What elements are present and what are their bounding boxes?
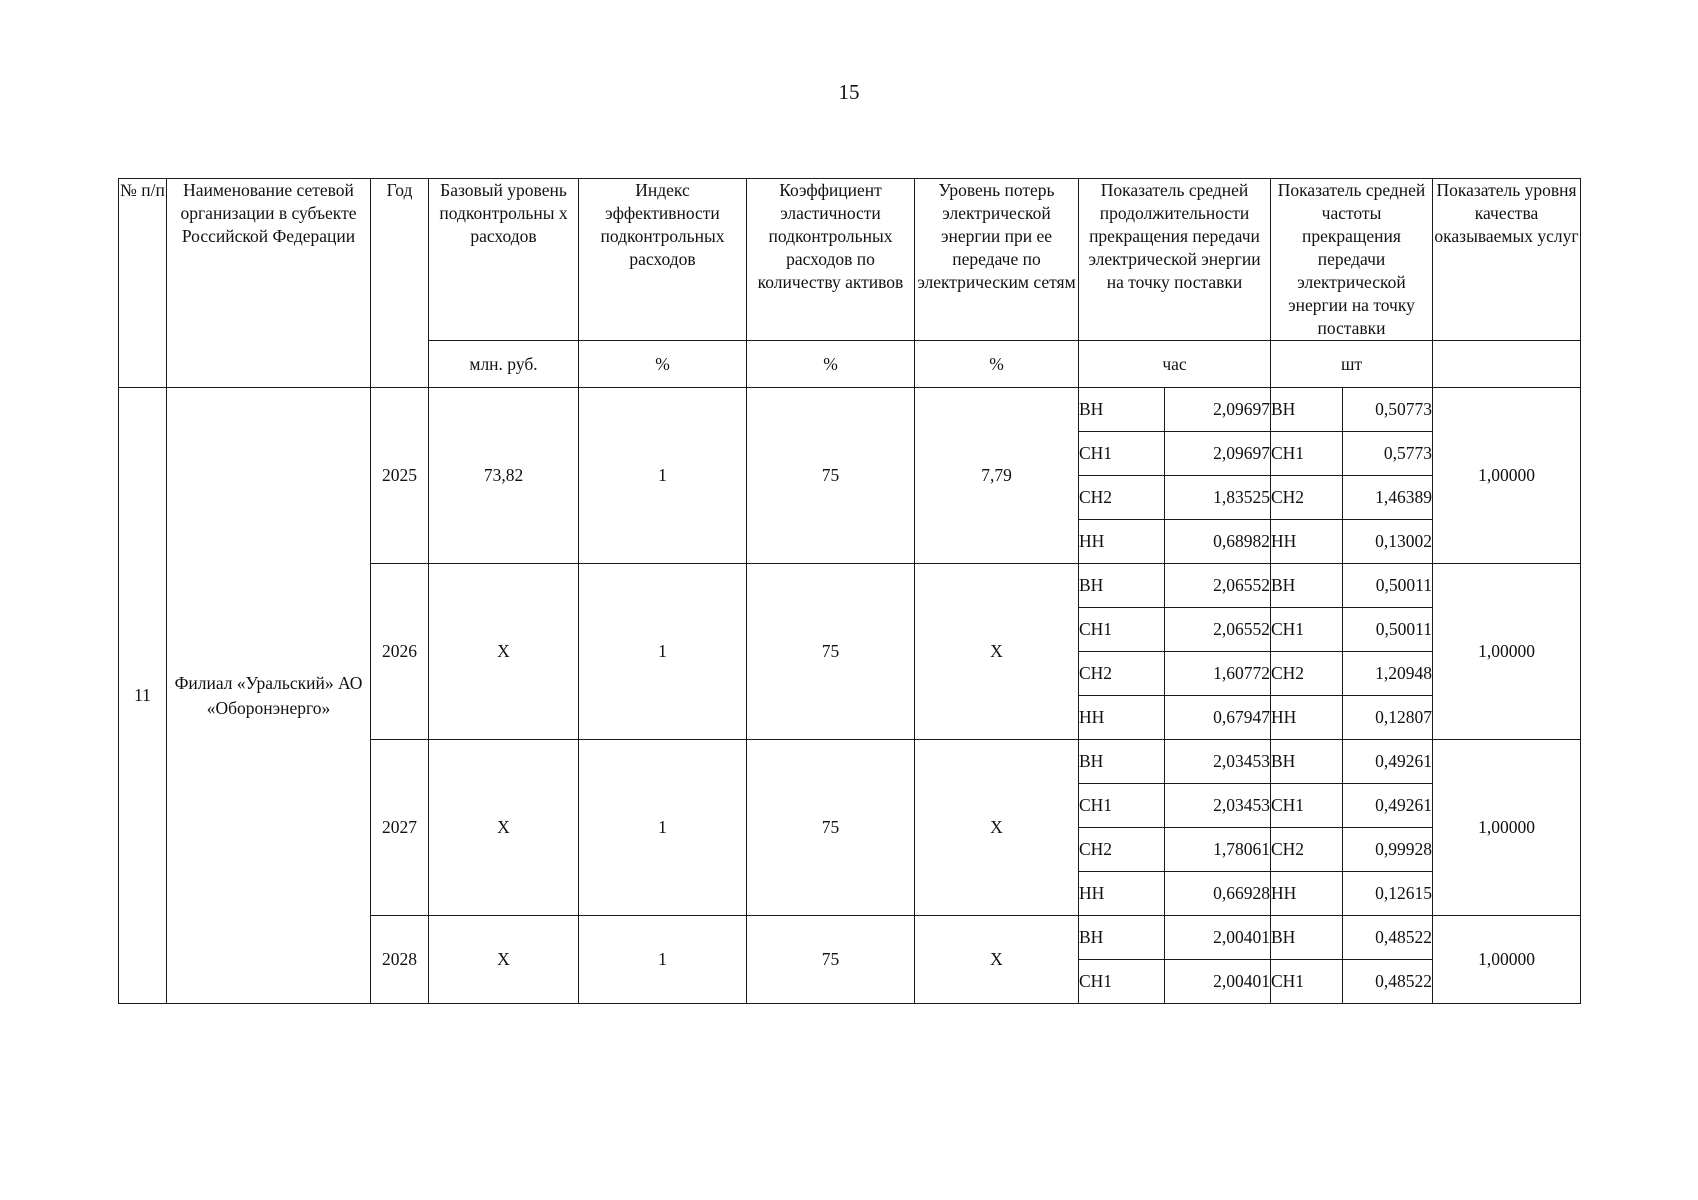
duration-voltage-code: ВН bbox=[1079, 740, 1165, 784]
frequency-value: 1,20948 bbox=[1343, 652, 1433, 696]
base-cost-cell: Х bbox=[429, 740, 579, 916]
frequency-value: 0,49261 bbox=[1343, 784, 1433, 828]
duration-voltage-code: СН1 bbox=[1079, 608, 1165, 652]
duration-value: 0,67947 bbox=[1165, 696, 1271, 740]
duration-value: 2,06552 bbox=[1165, 564, 1271, 608]
page-number: 15 bbox=[838, 80, 860, 104]
header-row bbox=[119, 179, 1581, 341]
frequency-voltage-code: СН1 bbox=[1271, 608, 1343, 652]
unit-base: млн. руб. bbox=[429, 341, 579, 388]
frequency-voltage-code: ВН bbox=[1271, 740, 1343, 784]
duration-value: 1,60772 bbox=[1165, 652, 1271, 696]
header-duration: Показатель средней продолжительности прекращения передачи электрической энергии на точку поставки bbox=[1079, 179, 1271, 341]
duration-voltage-code: СН2 bbox=[1079, 652, 1165, 696]
frequency-value: 0,12615 bbox=[1343, 872, 1433, 916]
loss-level-cell: 7,79 bbox=[915, 388, 1079, 564]
frequency-value: 0,49261 bbox=[1343, 740, 1433, 784]
efficiency-index-cell: 1 bbox=[579, 916, 747, 1004]
frequency-voltage-code: ВН bbox=[1271, 564, 1343, 608]
duration-voltage-code: ВН bbox=[1079, 388, 1165, 432]
frequency-voltage-code: СН2 bbox=[1271, 828, 1343, 872]
frequency-value: 0,50011 bbox=[1343, 608, 1433, 652]
duration-value: 2,03453 bbox=[1165, 740, 1271, 784]
frequency-value: 0,48522 bbox=[1343, 960, 1433, 1004]
duration-value: 0,68982 bbox=[1165, 520, 1271, 564]
row-number: 11 bbox=[119, 388, 167, 1004]
frequency-voltage-code: НН bbox=[1271, 520, 1343, 564]
efficiency-index-cell: 1 bbox=[579, 564, 747, 740]
duration-voltage-code: СН1 bbox=[1079, 784, 1165, 828]
frequency-voltage-code: ВН bbox=[1271, 388, 1343, 432]
unit-loss: % bbox=[915, 341, 1079, 388]
duration-voltage-code: СН2 bbox=[1079, 476, 1165, 520]
header-frequency: Показатель средней частоты прекращения передачи электрической энергии на точку поставки bbox=[1271, 179, 1433, 341]
frequency-value: 0,48522 bbox=[1343, 916, 1433, 960]
duration-voltage-code: НН bbox=[1079, 696, 1165, 740]
frequency-value: 0,12807 bbox=[1343, 696, 1433, 740]
frequency-value: 0,5773 bbox=[1343, 432, 1433, 476]
duration-value: 2,03453 bbox=[1165, 784, 1271, 828]
header-year: Год bbox=[371, 179, 429, 388]
quality-cell: 1,00000 bbox=[1433, 388, 1581, 564]
base-cost-cell: 73,82 bbox=[429, 388, 579, 564]
organization-name: Филиал «Уральский» АО «Оборонэнерго» bbox=[167, 388, 371, 1004]
frequency-voltage-code: СН1 bbox=[1271, 432, 1343, 476]
header-coef: Коэффициент эластичности подконтрольных расходов по количеству активов bbox=[747, 179, 915, 341]
frequency-voltage-code: СН1 bbox=[1271, 784, 1343, 828]
duration-value: 0,66928 bbox=[1165, 872, 1271, 916]
frequency-voltage-code: СН1 bbox=[1271, 960, 1343, 1004]
header-loss: Уровень потерь электрической энергии при ее передаче по электрическим сетям bbox=[915, 179, 1079, 341]
duration-value: 2,00401 bbox=[1165, 960, 1271, 1004]
unit-quality bbox=[1433, 341, 1581, 388]
frequency-voltage-code: СН2 bbox=[1271, 652, 1343, 696]
loss-level-cell: Х bbox=[915, 916, 1079, 1004]
elasticity-coef-cell: 75 bbox=[747, 740, 915, 916]
loss-level-cell: Х bbox=[915, 564, 1079, 740]
loss-level-cell: Х bbox=[915, 740, 1079, 916]
year-cell: 2027 bbox=[371, 740, 429, 916]
duration-value: 2,09697 bbox=[1165, 388, 1271, 432]
tariff-parameters-table bbox=[118, 178, 1581, 1004]
duration-voltage-code: НН bbox=[1079, 520, 1165, 564]
frequency-voltage-code: НН bbox=[1271, 872, 1343, 916]
duration-voltage-code: НН bbox=[1079, 872, 1165, 916]
frequency-value: 0,50773 bbox=[1343, 388, 1433, 432]
header-num: № п/п bbox=[119, 179, 167, 388]
unit-duration: час bbox=[1079, 341, 1271, 388]
year-cell: 2028 bbox=[371, 916, 429, 1004]
header-org: Наименование сетевой организации в субъекте Российской Федерации bbox=[167, 179, 371, 388]
duration-voltage-code: СН1 bbox=[1079, 432, 1165, 476]
header-quality: Показатель уровня качества оказываемых услуг bbox=[1433, 179, 1581, 341]
duration-value: 2,09697 bbox=[1165, 432, 1271, 476]
frequency-value: 0,99928 bbox=[1343, 828, 1433, 872]
base-cost-cell: Х bbox=[429, 916, 579, 1004]
frequency-value: 0,13002 bbox=[1343, 520, 1433, 564]
efficiency-index-cell: 1 bbox=[579, 388, 747, 564]
frequency-value: 0,50011 bbox=[1343, 564, 1433, 608]
table-row bbox=[119, 388, 1581, 432]
frequency-voltage-code: СН2 bbox=[1271, 476, 1343, 520]
frequency-value: 1,46389 bbox=[1343, 476, 1433, 520]
frequency-voltage-code: ВН bbox=[1271, 916, 1343, 960]
duration-voltage-code: ВН bbox=[1079, 564, 1165, 608]
header-index: Индекс эффективности подконтрольных расходов bbox=[579, 179, 747, 341]
base-cost-cell: Х bbox=[429, 564, 579, 740]
duration-value: 1,78061 bbox=[1165, 828, 1271, 872]
elasticity-coef-cell: 75 bbox=[747, 388, 915, 564]
year-cell: 2025 bbox=[371, 388, 429, 564]
duration-voltage-code: СН1 bbox=[1079, 960, 1165, 1004]
unit-coef: % bbox=[747, 341, 915, 388]
duration-value: 2,00401 bbox=[1165, 916, 1271, 960]
header-base: Базовый уровень подконтрольны х расходов bbox=[429, 179, 579, 341]
year-cell: 2026 bbox=[371, 564, 429, 740]
unit-frequency: шт bbox=[1271, 341, 1433, 388]
duration-value: 1,83525 bbox=[1165, 476, 1271, 520]
duration-value: 2,06552 bbox=[1165, 608, 1271, 652]
quality-cell: 1,00000 bbox=[1433, 916, 1581, 1004]
quality-cell: 1,00000 bbox=[1433, 564, 1581, 740]
duration-voltage-code: СН2 bbox=[1079, 828, 1165, 872]
efficiency-index-cell: 1 bbox=[579, 740, 747, 916]
frequency-voltage-code: НН bbox=[1271, 696, 1343, 740]
elasticity-coef-cell: 75 bbox=[747, 916, 915, 1004]
quality-cell: 1,00000 bbox=[1433, 740, 1581, 916]
duration-voltage-code: ВН bbox=[1079, 916, 1165, 960]
elasticity-coef-cell: 75 bbox=[747, 564, 915, 740]
unit-index: % bbox=[579, 341, 747, 388]
